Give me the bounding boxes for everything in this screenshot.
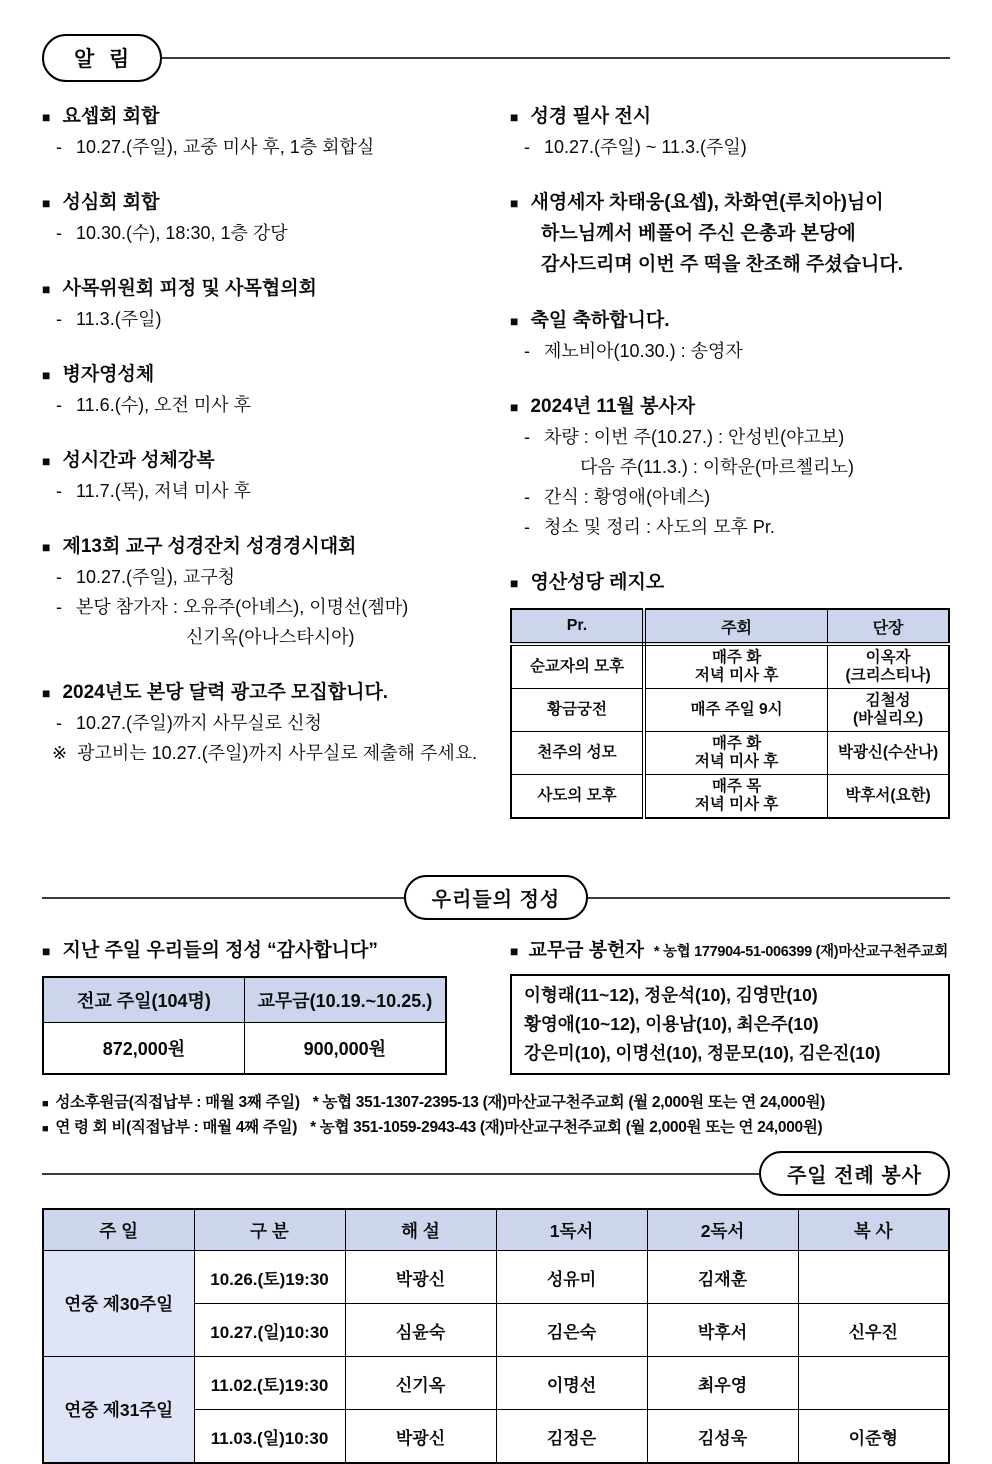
legio-leader-line1: 김철성 (865, 692, 911, 709)
notice-title-text: 새영세자 차태웅(요셉), 차화연(루치아)님이 (530, 192, 884, 213)
legio-row (511, 644, 949, 689)
offering-header-row (43, 977, 446, 1023)
notice-item-communion-for-sick (42, 360, 482, 420)
liturgy-header-cell: 1독서 (496, 1209, 647, 1251)
note-account: * 농협 351-1059-2943-43 (재)마산교구천주교회 (월 2,000원 또는 연 24,000원) (310, 1119, 823, 1136)
notice-line-continuation (510, 452, 950, 482)
line-prefix: - (56, 395, 62, 415)
liturgy-section-header (42, 1151, 950, 1196)
notice-item-calendar-ads (42, 678, 482, 768)
line-text: 10.27.(주일) ~ 11.3.(주일) (544, 137, 747, 157)
legio-header-cell: 단장 (828, 609, 949, 644)
notice-title (510, 568, 950, 598)
liturgy-cell-reader2: 김재훈 (647, 1251, 798, 1304)
line-text: 차량 : 이번 주(10.27.) : 안성빈(야고보) (544, 427, 845, 447)
line-prefix: - (56, 309, 62, 329)
notice-title-text: 성시간과 성체강복 (62, 450, 215, 471)
notice-line (42, 738, 482, 768)
notice-line (42, 132, 482, 162)
notice-item-feast-day (510, 306, 950, 366)
offering-title (42, 936, 482, 966)
liturgy-row (43, 1357, 949, 1410)
legio-meeting-line1: 매주 화 (711, 649, 762, 666)
legio-meeting-line2: 저녁 미사 후 (694, 753, 779, 770)
liturgy-header-row (43, 1209, 949, 1251)
liturgy-cell-commentator: 박광신 (345, 1251, 496, 1304)
bullet-icon: ■ (42, 195, 51, 211)
line-text: 다음 주(11.3.) : 이학운(마르첼리노) (580, 457, 854, 477)
notice-line (510, 132, 950, 162)
notice-title (42, 446, 482, 476)
liturgy-cell-server (798, 1251, 949, 1304)
liturgy-header-cell: 주 일 (43, 1209, 194, 1251)
bullet-icon: ■ (42, 943, 51, 959)
legio-leader-line1: 박후서(요한) (845, 787, 931, 804)
legio-row (511, 732, 949, 775)
notice-item-pastoral-council (42, 274, 482, 334)
liturgy-cell-reader1: 김정은 (496, 1410, 647, 1464)
liturgy-cell-reader2: 박후서 (647, 1304, 798, 1357)
liturgy-cell-commentator: 신기옥 (345, 1357, 496, 1410)
notice-title-text: 2024년 11월 봉사자 (530, 396, 696, 417)
notice-title (42, 360, 482, 390)
notice-line (510, 482, 950, 512)
line-text: 간식 : 황영애(아녜스) (544, 487, 711, 507)
liturgy-cell-datetime: 10.26.(토)19:30 (194, 1251, 345, 1304)
notice-line-continuation (42, 622, 482, 652)
note-label: 연 령 회 비(직접납부 : 매월 4째 주일) (55, 1119, 298, 1136)
account-notes (42, 1091, 950, 1141)
line-prefix: - (524, 341, 530, 361)
notice-title (510, 392, 950, 422)
line-text: 10.27.(주일), 교중 미사 후, 1층 회합실 (76, 137, 375, 157)
legio-table (510, 608, 950, 819)
notice-line (42, 390, 482, 420)
line-text: 10.30.(수), 18:30, 1층 강당 (76, 223, 288, 243)
divider-line (588, 897, 950, 899)
notice-title (42, 274, 482, 304)
donors-title-text: 교무금 봉헌자 (528, 940, 644, 961)
note-label: 성소후원금(직접납부 : 매월 3째 주일) (55, 1094, 300, 1111)
liturgy-cell-datetime: 11.02.(토)19:30 (194, 1357, 345, 1410)
liturgy-header-cell: 해 설 (345, 1209, 496, 1251)
liturgy-header-cell: 2독서 (647, 1209, 798, 1251)
notice-title (510, 102, 950, 132)
legio-row (511, 775, 949, 819)
legio-cell-meeting (644, 732, 828, 775)
notice-badge: 알 림 (42, 34, 162, 82)
line-prefix: - (524, 137, 530, 157)
notice-item-newly-baptized (510, 188, 950, 280)
legio-cell-meeting (644, 775, 828, 819)
line-prefix: ※ (52, 743, 68, 763)
offering-header-cell: 교무금(10.19.~10.25.) (244, 977, 445, 1023)
liturgy-header-cell: 구 분 (194, 1209, 345, 1251)
line-text: 제노비아(10.30.) : 송영자 (544, 341, 743, 361)
offering-right (510, 936, 950, 1075)
offering-header-cell: 전교 주일(104명) (43, 977, 244, 1023)
bullet-icon: ■ (42, 367, 51, 383)
notice-line (510, 422, 950, 452)
legio-cell-praesidium: 순교자의 모후 (511, 644, 644, 689)
legio-header-cell: Pr. (511, 609, 644, 644)
donors-account-number: * 농협 177904-51-006399 (재)마산교구천주교회 (653, 944, 948, 960)
liturgy-cell-reader1: 김은숙 (496, 1304, 647, 1357)
note-account: * 농협 351-1307-2395-13 (재)마산교구천주교회 (월 2,000원 또는 연 24,000원) (312, 1094, 826, 1111)
notice-item-bible-contest (42, 532, 482, 652)
notice-columns (42, 102, 950, 845)
bullet-icon: ■ (42, 1098, 49, 1110)
liturgy-group-cell: 연중 제31주일 (43, 1357, 194, 1464)
notice-title-continuation: 감사드리며 이번 주 떡을 찬조해 주셨습니다. (541, 254, 904, 275)
line-prefix: - (56, 481, 62, 501)
notice-item-joseph-meeting (42, 102, 482, 162)
bullet-icon: ■ (510, 575, 519, 591)
legio-cell-leader (828, 775, 949, 819)
donors-line: 이형래(11~12), 정운석(10), 김영만(10) (524, 985, 818, 1005)
note-age-dues (42, 1116, 950, 1141)
notice-line (510, 512, 950, 542)
notice-line (42, 708, 482, 738)
legio-leader-line1: 이옥자 (865, 649, 911, 666)
notice-line (42, 476, 482, 506)
note-vocation-fund (42, 1091, 950, 1116)
notice-title-text: 요셉회 회합 (62, 106, 160, 127)
notice-line (42, 218, 482, 248)
bullet-icon: ■ (42, 685, 51, 701)
liturgy-cell-datetime: 10.27.(일)10:30 (194, 1304, 345, 1357)
offering-left (42, 936, 482, 1075)
liturgy-cell-commentator: 심윤숙 (345, 1304, 496, 1357)
notice-title (42, 532, 482, 562)
legio-cell-leader (828, 732, 949, 775)
legio-leader-line2: (바실리오) (852, 710, 924, 727)
notice-title (510, 188, 950, 218)
notice-item-holy-hour (42, 446, 482, 506)
line-text: 11.6.(수), 오전 미사 후 (76, 395, 252, 415)
line-text: 11.3.(주일) (76, 309, 162, 329)
notice-line (42, 304, 482, 334)
notice-line (42, 592, 482, 622)
line-prefix: - (56, 597, 62, 617)
notice-title-text: 영산성당 레지오 (530, 572, 665, 593)
offering-title-text: 지난 주일 우리들의 정성 “감사합니다” (62, 940, 378, 961)
divider-line (162, 57, 950, 59)
donors-title-row (510, 936, 950, 967)
liturgy-cell-server (798, 1357, 949, 1410)
liturgy-cell-server: 이준형 (798, 1410, 949, 1464)
bullet-icon: ■ (42, 539, 51, 555)
legio-cell-praesidium: 황금궁전 (511, 689, 644, 732)
divider-line (42, 1173, 759, 1175)
liturgy-cell-reader2: 최우영 (647, 1357, 798, 1410)
notice-item-bible-transcription (510, 102, 950, 162)
legio-cell-meeting (644, 644, 828, 689)
notice-title (510, 306, 950, 336)
liturgy-cell-reader1: 이명선 (496, 1357, 647, 1410)
notice-title (42, 678, 482, 708)
liturgy-header-cell: 복 사 (798, 1209, 949, 1251)
notice-title-text: 2024년도 본당 달력 광고주 모집합니다. (62, 682, 389, 703)
notice-item-november-volunteers (510, 392, 950, 542)
notice-item-sacred-heart-meeting (42, 188, 482, 248)
liturgy-cell-commentator: 박광신 (345, 1410, 496, 1464)
notice-title-text: 성경 필사 전시 (530, 106, 652, 127)
legio-meeting-line2: 저녁 미사 후 (694, 667, 779, 684)
line-prefix: - (524, 517, 530, 537)
legio-cell-leader (828, 644, 949, 689)
notice-title-text: 축일 축하합니다. (530, 310, 670, 331)
legio-header-row (511, 609, 949, 644)
line-text: 10.27.(주일), 교구청 (76, 567, 235, 587)
line-text: 본당 참가자 : 오유주(아녜스), 이명선(젬마) (76, 597, 409, 617)
bullet-icon: ■ (42, 1123, 49, 1135)
line-prefix: - (56, 567, 62, 587)
bullet-icon: ■ (42, 281, 51, 297)
legio-meeting-line1: 매주 주일 9시 (690, 701, 783, 718)
offering-columns (42, 936, 950, 1075)
liturgy-badge: 주일 전례 봉사 (759, 1151, 950, 1196)
offering-badge: 우리들의 정성 (404, 875, 588, 920)
notice-section-header (42, 34, 950, 82)
legio-meeting-line2: 저녁 미사 후 (694, 796, 779, 813)
notice-title-text: 제13회 교구 성경잔치 성경경시대회 (62, 536, 357, 557)
notice-title-text: 성심회 회합 (62, 192, 160, 213)
bullet-icon: ■ (510, 399, 519, 415)
line-prefix: - (524, 427, 530, 447)
notice-line (42, 562, 482, 592)
bullet-icon: ■ (510, 109, 519, 125)
line-text: 신기옥(아나스타시아) (186, 627, 355, 647)
legio-cell-leader (828, 689, 949, 732)
legio-header-cell: 주회 (644, 609, 828, 644)
notice-title-text: 병자영성체 (62, 364, 155, 385)
liturgy-table (42, 1208, 950, 1464)
bullet-icon: ■ (510, 313, 519, 329)
donors-box (510, 974, 950, 1075)
liturgy-cell-reader2: 김성욱 (647, 1410, 798, 1464)
legio-cell-praesidium: 사도의 모후 (511, 775, 644, 819)
donors-line: 강은미(10), 이명선(10), 정문모(10), 김은진(10) (524, 1043, 881, 1063)
bullet-icon: ■ (510, 943, 519, 959)
legio-cell-meeting (644, 689, 828, 732)
liturgy-group-cell: 연중 제30주일 (43, 1251, 194, 1357)
notice-item-legio (510, 568, 950, 819)
notice-right-column (510, 102, 950, 845)
legio-cell-praesidium: 천주의 성모 (511, 732, 644, 775)
bullet-icon: ■ (42, 453, 51, 469)
offering-value-cell: 872,000원 (43, 1023, 244, 1075)
notice-title (42, 102, 482, 132)
offering-section-header (42, 875, 950, 920)
legio-meeting-line1: 매주 화 (711, 735, 762, 752)
liturgy-row (43, 1251, 949, 1304)
notice-title (42, 188, 482, 218)
notice-title-text: 사목위원회 피정 및 사목협의회 (62, 278, 317, 299)
legio-row (511, 689, 949, 732)
offering-table (42, 976, 447, 1075)
line-text: 11.7.(목), 저녁 미사 후 (76, 481, 252, 501)
donors-line: 황영애(10~12), 이용남(10), 최은주(10) (524, 1014, 819, 1034)
line-text: 청소 및 정리 : 사도의 모후 Pr. (544, 517, 775, 537)
notice-line (510, 336, 950, 366)
offering-value-cell: 900,000원 (244, 1023, 445, 1075)
notice-title-continuation: 하느님께서 베풀어 주신 은총과 본당에 (541, 223, 856, 244)
bullet-icon: ■ (42, 109, 51, 125)
line-prefix: - (524, 487, 530, 507)
notice-left-column (42, 102, 482, 845)
liturgy-cell-server: 신우진 (798, 1304, 949, 1357)
bullet-icon: ■ (510, 195, 519, 211)
offering-value-row (43, 1023, 446, 1075)
liturgy-cell-datetime: 11.03.(일)10:30 (194, 1410, 345, 1464)
legio-leader-line2: (크리스티나) (845, 667, 931, 684)
liturgy-cell-reader1: 성유미 (496, 1251, 647, 1304)
line-prefix: - (56, 223, 62, 243)
line-prefix: - (56, 713, 62, 733)
legio-leader-line1: 박광신(수산나) (837, 744, 939, 761)
divider-line (42, 897, 404, 899)
legio-meeting-line1: 매주 목 (711, 778, 762, 795)
line-text: 광고비는 10.27.(주일)까지 사무실로 제출해 주세요. (77, 743, 478, 763)
line-text: 10.27.(주일)까지 사무실로 신청 (76, 713, 322, 733)
line-prefix: - (56, 137, 62, 157)
